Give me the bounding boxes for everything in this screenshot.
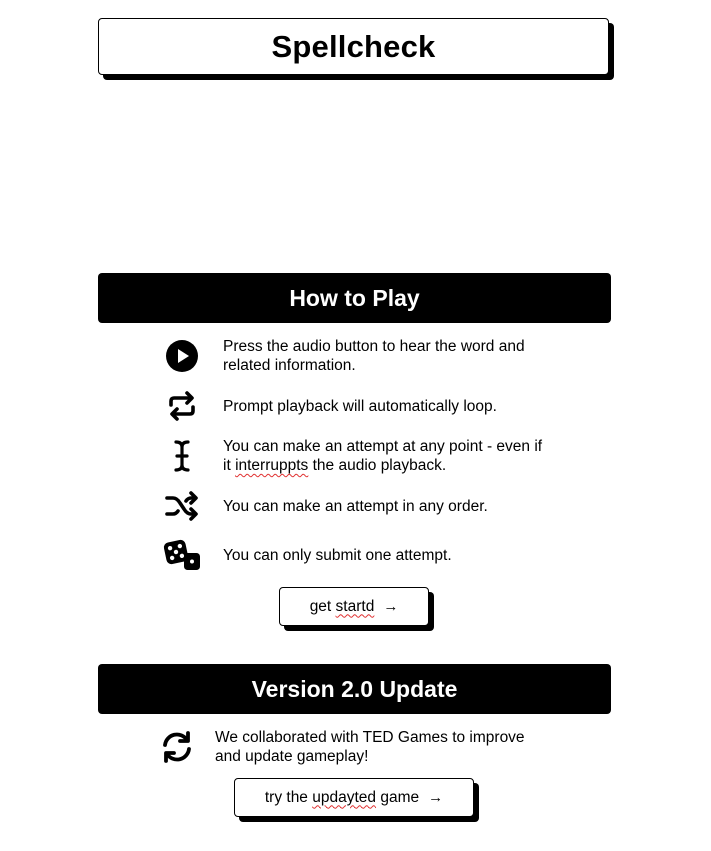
rule-item-order (160, 486, 560, 526)
rule-text (223, 437, 553, 475)
rule-item-audio (160, 336, 560, 376)
how-to-play-heading: How to Play (289, 284, 420, 311)
try-updated-game-button[interactable] (234, 778, 474, 817)
rule-item-interrupt (160, 436, 560, 476)
arrow-right-icon: → (428, 789, 444, 806)
rule-text: Press the audio button to hear the word and related information. (223, 338, 525, 374)
shuffle-icon (160, 486, 204, 526)
rule-text: You can make an attempt in any order. (223, 497, 488, 515)
button-label-part: get (309, 597, 336, 615)
version-update-heading: Version 2.0 Update (251, 675, 458, 702)
rule-text: You can only submit one attempt. (223, 546, 452, 564)
text-cursor-icon (160, 436, 204, 476)
page-title: Spellcheck (271, 28, 436, 64)
rule-item-single-attempt (160, 535, 560, 575)
play-circle-icon (160, 336, 204, 376)
rule-text-part: You can make an attempt at any point - even if it (223, 438, 543, 474)
arrow-right-icon: → (383, 598, 399, 615)
rule-item-loop (160, 386, 560, 426)
misspelled-word: startd (335, 597, 375, 615)
button-label-part: try the (264, 788, 313, 806)
rule-text-part: the audio playback. (308, 457, 447, 474)
dice-icon (160, 535, 204, 575)
button-label (310, 598, 375, 616)
rule-text: Prompt playback will automatically loop. (223, 397, 497, 415)
get-started-button[interactable] (279, 587, 429, 626)
update-info (155, 727, 555, 767)
button-label (265, 789, 419, 807)
refresh-icon (155, 727, 199, 767)
update-text: We collaborated with TED Games to improve and update gameplay! (215, 729, 525, 765)
misspelled-word: interruppts (235, 457, 309, 474)
how-to-play-header (98, 273, 611, 323)
title-card (98, 18, 609, 75)
button-label-part: game (376, 788, 420, 806)
version-update-header (98, 664, 611, 714)
repeat-icon (160, 386, 204, 426)
misspelled-word: updayted (312, 788, 377, 806)
